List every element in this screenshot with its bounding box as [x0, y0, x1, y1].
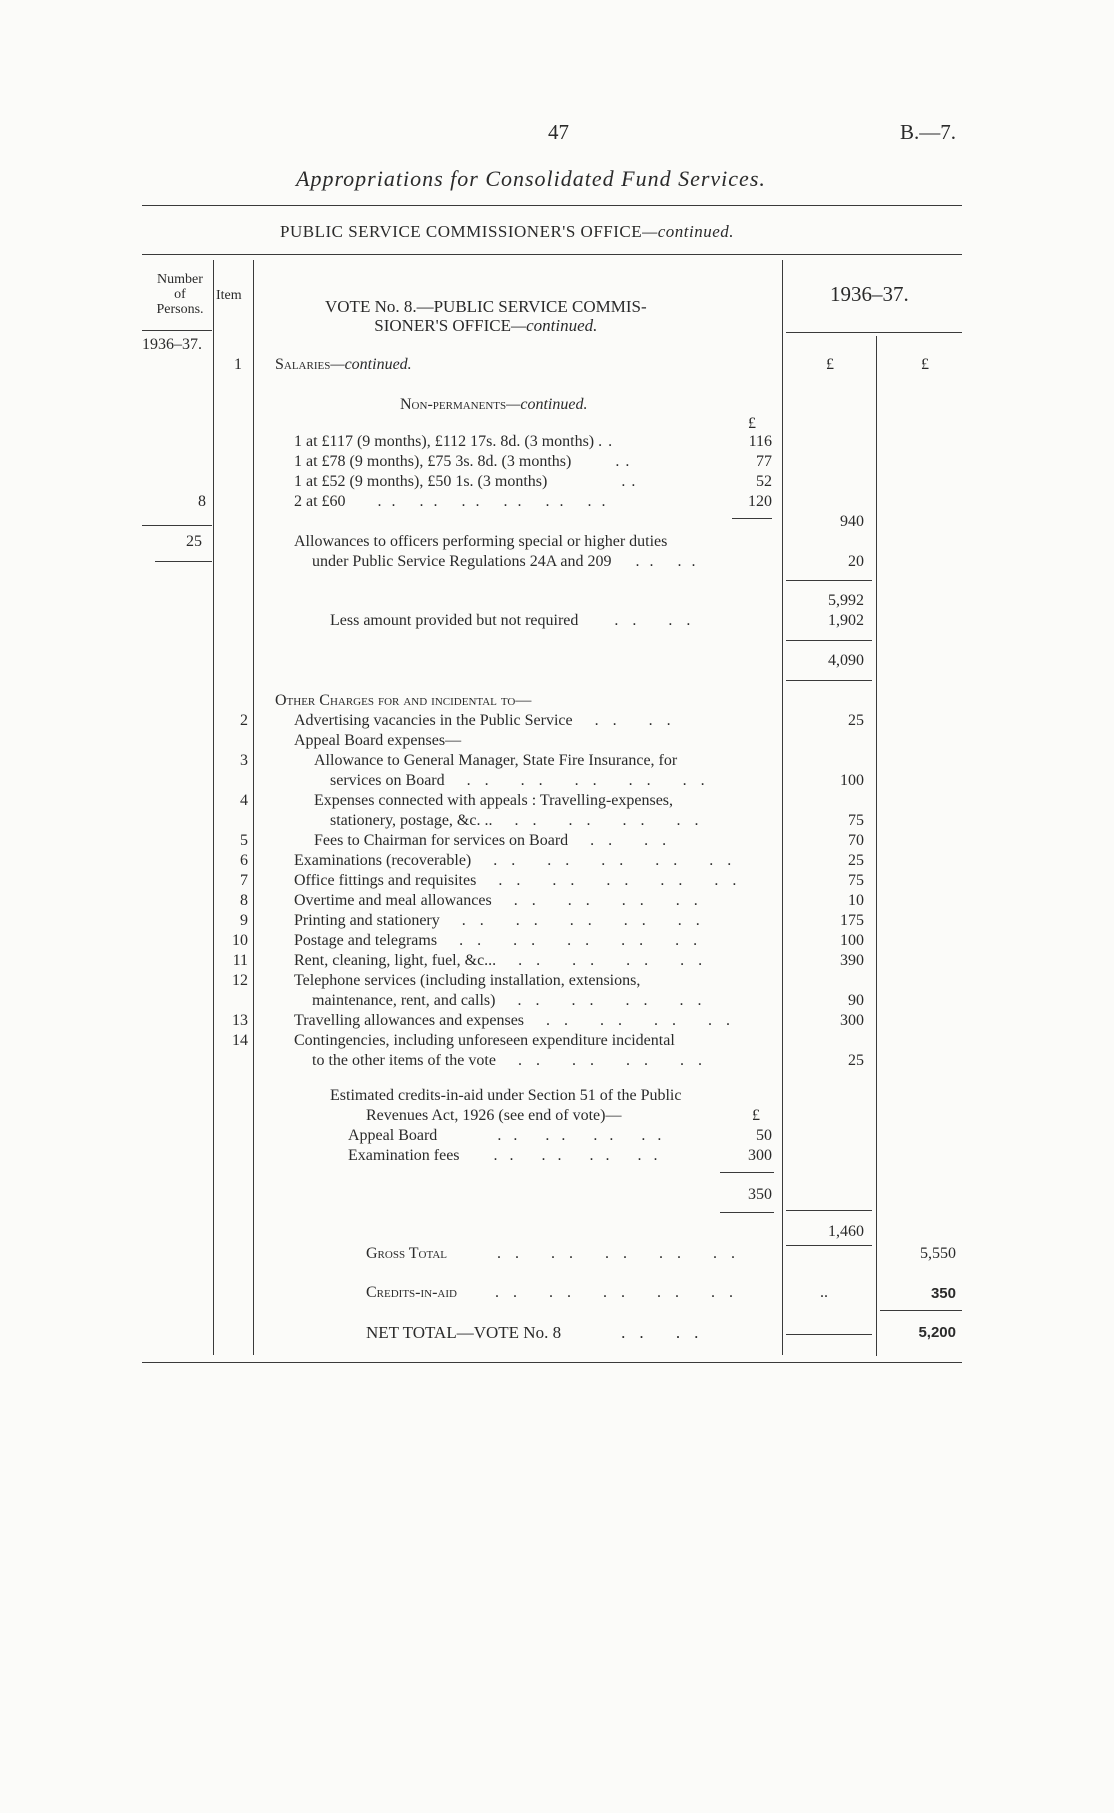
less-amount-label: Less amount provided but not required .. .. — [330, 612, 705, 629]
other-item-value: 75 — [848, 872, 864, 889]
other-item-value: 300 — [840, 1012, 864, 1029]
section-subtitle-cont: —continued. — [642, 222, 735, 241]
other-item-number: 5 — [240, 832, 248, 849]
salaries-subtotal: 5,992 — [828, 592, 864, 609]
other-item-text: Expenses connected with appeals : Travelling-expenses, — [314, 792, 674, 809]
net-rule-bottom — [786, 680, 872, 681]
other-item-text: maintenance, rent, and calls) .. .. .. .. — [312, 992, 716, 1009]
header-number-of-persons: Number of Persons. — [156, 272, 204, 317]
salaries-item: 1 — [234, 356, 242, 373]
nonperm-value-1: 116 — [748, 433, 772, 450]
gross-total-value: 5,550 — [920, 1245, 956, 1262]
col-rule-item — [253, 260, 254, 1355]
other-item-number: 3 — [240, 752, 248, 769]
other-item-value: 100 — [840, 932, 864, 949]
net-total-label: NET TOTAL—VOTE No. 8 .. .. — [366, 1323, 713, 1342]
nonperm-heading: Non-permanents—continued. — [400, 396, 588, 413]
allowances-line-2: under Public Service Regulations 24A and 209 .. .. — [312, 553, 706, 570]
header-year-rule — [786, 332, 962, 333]
nonperm-total: 940 — [840, 513, 864, 530]
allowances-value: 20 — [848, 553, 864, 570]
other-item-text: Fees to Chairman for services on Board .. .. — [314, 832, 681, 849]
other-total-rule — [786, 1210, 872, 1211]
salaries-net: 4,090 — [828, 652, 864, 669]
nonperm-value-3: 52 — [756, 473, 772, 490]
nonperm-row-1: 1 at £117 (9 months), £112 17s. 8d. (3 months) .. — [294, 433, 619, 450]
credits-in-aid-mid: .. — [820, 1284, 828, 1301]
other-item-number: 10 — [232, 932, 248, 949]
net-total-rule — [880, 1310, 962, 1311]
allowances-line-1: Allowances to officers performing special or higher duties — [294, 533, 668, 550]
credits-row-exam: Examination fees .. .. .. .. — [348, 1147, 670, 1164]
other-item-value: 100 — [840, 772, 864, 789]
other-item-value: 70 — [848, 832, 864, 849]
other-item-text: Allowance to General Manager, State Fire Insurance, for — [314, 752, 678, 769]
other-item-number: 13 — [232, 1012, 248, 1029]
less-amount-value: 1,902 — [828, 612, 864, 629]
section-subtitle — [280, 222, 734, 242]
other-item-text: stationery, postage, &c. .. .. .. .. .. — [330, 812, 713, 829]
other-item-text: Overtime and meal allowances .. .. .. .. — [294, 892, 712, 909]
other-item-number: 2 — [240, 712, 248, 729]
pound-col1: £ — [826, 356, 834, 373]
credits-pound: £ — [752, 1107, 760, 1124]
nonperm-row-3: 1 at £52 (9 months), £50 1s. (3 months) .. — [294, 473, 642, 490]
credits-in-aid-value: 350 — [930, 1285, 956, 1302]
other-item-number: 14 — [232, 1032, 248, 1049]
subtotal-rule — [786, 580, 872, 581]
net-total-value: 5,200 — [918, 1324, 956, 1341]
persons-rule-1 — [142, 525, 212, 526]
net-total-dash — [786, 1334, 872, 1335]
nonperm-value-4: 120 — [748, 493, 772, 510]
table-bottom-rule — [142, 1362, 962, 1363]
col-rule-persons — [213, 260, 214, 1355]
nonperm-value-2: 77 — [756, 453, 772, 470]
credits-line-1: Estimated credits-in-aid under Section 51 of the Public — [330, 1087, 682, 1104]
credits-value-exam: 300 — [748, 1147, 772, 1164]
title-rule — [142, 205, 962, 206]
other-item-number: 11 — [232, 952, 248, 969]
table-top-rule — [142, 254, 962, 255]
gross-rule — [786, 1245, 872, 1246]
other-charges-total: 1,460 — [828, 1223, 864, 1240]
page-title: Appropriations for Consolidated Fund Services. — [296, 166, 766, 191]
net-rule-top — [786, 640, 872, 641]
other-item-text: services on Board .. .. .. .. .. — [330, 772, 719, 789]
credits-line-2: Revenues Act, 1926 (see end of vote)— — [366, 1107, 622, 1124]
nonperm-row-4: 2 at £60 .. .. .. .. .. .. — [294, 493, 616, 510]
other-item-text: Travelling allowances and expenses .. .. .. .. — [294, 1012, 745, 1029]
col-rule-amount1 — [782, 260, 783, 1355]
nonperm-sum-rule — [732, 518, 772, 519]
other-item-text: Contingencies, including unforeseen expenditure incidental — [294, 1032, 675, 1049]
credits-total: 350 — [748, 1186, 772, 1203]
other-item-number: 7 — [240, 872, 248, 889]
other-item-number: 4 — [240, 792, 248, 809]
other-item-text: Telephone services (including installation, extensions, — [294, 972, 641, 989]
other-charges-heading: Other Charges for and incidental to— — [275, 692, 532, 709]
pound-col2: £ — [921, 356, 929, 373]
other-item-number: 12 — [232, 972, 248, 989]
other-item-text: Examinations (recoverable) .. .. .. .. .. — [294, 852, 746, 869]
nonperm-pound: £ — [748, 415, 756, 432]
page-reference: B.—7. — [900, 120, 957, 144]
other-item-text: Appeal Board expenses— — [294, 732, 462, 749]
other-item-text: Rent, cleaning, light, fuel, &c... .. .. .. .. — [294, 952, 717, 969]
other-item-text: to the other items of the vote .. .. .. .. — [312, 1052, 716, 1069]
other-item-text: Printing and stationery .. .. .. .. .. — [294, 912, 714, 929]
persons-rule-2 — [155, 561, 212, 562]
other-item-number: 9 — [240, 912, 248, 929]
vote-title: VOTE No. 8.—PUBLIC SERVICE COMMIS- SIONER'S OFFICE—continued. — [325, 297, 647, 335]
other-item-value: 25 — [848, 1052, 864, 1069]
persons-year: 1936–37. — [142, 336, 202, 353]
credits-rule-top — [720, 1172, 774, 1173]
other-item-value: 75 — [848, 812, 864, 829]
header-year: 1936–37. — [830, 282, 909, 306]
other-item-text: Advertising vacancies in the Public Service .. .. — [294, 712, 685, 729]
other-item-number: 6 — [240, 852, 248, 869]
credits-value-appeal: 50 — [756, 1127, 772, 1144]
col-rule-amount2 — [876, 336, 877, 1356]
credits-in-aid-label: Credits-in-aid .. .. .. .. .. — [366, 1284, 747, 1301]
other-item-text: Office fittings and requisites .. .. .. .. .. — [294, 872, 751, 889]
gross-total-label: Gross Total .. .. .. .. .. — [366, 1245, 750, 1262]
credits-row-appeal: Appeal Board .. .. .. .. — [348, 1127, 674, 1144]
section-subtitle-main: PUBLIC SERVICE COMMISSIONER'S OFFICE — [280, 222, 643, 241]
other-item-value: 10 — [848, 892, 864, 909]
other-item-value: 25 — [848, 712, 864, 729]
other-item-number: 8 — [240, 892, 248, 909]
nonperm-row-2: 1 at £78 (9 months), £75 3s. 8d. (3 months) .. — [294, 453, 636, 470]
other-item-value: 25 — [848, 852, 864, 869]
other-item-value: 90 — [848, 992, 864, 1009]
other-item-text: Postage and telegrams .. .. .. .. .. — [294, 932, 712, 949]
salaries-heading: Salaries—continued. — [275, 356, 412, 373]
credits-rule-bottom — [720, 1212, 774, 1213]
header-persons-rule — [142, 330, 212, 331]
other-item-value: 390 — [840, 952, 864, 969]
persons-25: 25 — [186, 533, 202, 550]
page-number: 47 — [548, 120, 569, 144]
header-item: Item — [216, 288, 242, 303]
other-item-value: 175 — [840, 912, 864, 929]
persons-8: 8 — [198, 493, 206, 510]
